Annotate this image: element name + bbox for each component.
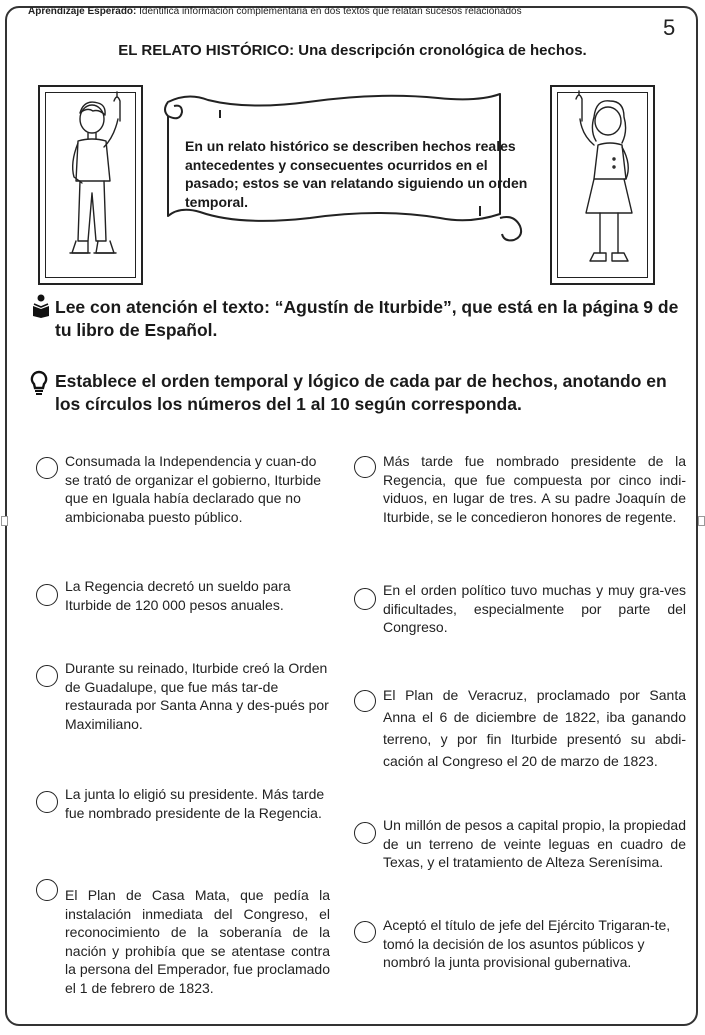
page-title: EL RELATO HISTÓRICO: Una descripción cronológica de hechos.: [118, 42, 587, 59]
learning-goal-text: Identifica información complementaria en dos textos que relatan sucesos relacionados: [136, 6, 522, 17]
boy-illustration: [38, 85, 143, 285]
answer-circle-left-1[interactable]: [36, 457, 58, 479]
answer-circle-left-5[interactable]: [36, 879, 58, 901]
answer-circle-right-3[interactable]: [354, 690, 376, 712]
page-edge-marker-right: [698, 516, 705, 526]
learning-goal-header: [28, 6, 522, 17]
left-item-1: Consumada la Independencia y cuan-do se trató de organizar el gobierno, Iturbide que en Iguala había declarado que no ambicionaba puesto público.: [65, 453, 322, 525]
answer-circle-left-3[interactable]: [36, 665, 58, 687]
answer-circle-right-2[interactable]: [354, 588, 376, 610]
lightbulb-icon: [30, 370, 48, 396]
right-item-3: El Plan de Veracruz, proclamado por Santa Anna el 6 de diciembre de 1822, iba ganando terreno, y por fin Iturbide presentó su abdi-cación al Congreso el 20 de marzo de 1823.: [383, 687, 686, 769]
answer-circle-left-2[interactable]: [36, 584, 58, 606]
girl-pointing-icon: [552, 87, 657, 287]
right-item-1: Más tarde fue nombrado presidente de la Regencia, que fue compuesta por cinco indi-viduos, en lugar de tres. A su padre Joaquín de Iturbide, se le concedieron honores de regente.: [383, 453, 686, 525]
left-item-4: La junta lo eligió su presidente. Más tarde fue nombrado presidente de la Regencia.: [65, 786, 325, 821]
answer-circle-left-4[interactable]: [36, 791, 58, 813]
left-item-2: La Regencia decretó un sueldo para Iturbide de 120 000 pesos anuales.: [65, 578, 291, 613]
order-instruction: Establece el orden temporal y lógico de cada par de hechos, anotando en los círculos los números del 1 al 10 según corresponda.: [55, 371, 667, 414]
left-item-3: Durante su reinado, Iturbide creó la Orden de Guadalupe, que fue más tar-de restaurada por Santa Anna y des-pués por Maximiliano.: [65, 660, 329, 732]
girl-illustration: [550, 85, 655, 285]
answer-circle-right-4[interactable]: [354, 822, 376, 844]
right-item-4: Un millón de pesos a capital propio, la propiedad de un terreno de veinte leguas en cuadro de Texas, y el tratamiento de Alteza Serenísima.: [383, 817, 686, 870]
page-number: 5: [663, 15, 676, 40]
boy-pointing-icon: [40, 87, 145, 287]
right-item-2: En el orden político tuvo muchas y muy gra-ves dificultades, especialmente por parte del Congreso.: [383, 582, 686, 635]
right-item-5: Aceptó el título de jefe del Ejército Trigaran-te, tomó la decisión de los asuntos públicos y nombró la junta provisional gubernativa.: [383, 917, 671, 970]
answer-circle-right-5[interactable]: [354, 921, 376, 943]
learning-goal-label: Aprendizaje Esperado:: [28, 6, 137, 17]
scroll-definition-text: En un relato histórico se describen hechos reales antecedentes y consecuentes ocurridos en el pasado; estos se van relatando siguiendo un orden temporal.: [185, 138, 528, 210]
read-instruction: Lee con atención el texto: “Agustín de Iturbide”, que está en la página 9 de tu libro de Español.: [55, 297, 679, 340]
left-item-5: El Plan de Casa Mata, que pedía la instalación inmediata del Congreso, el reconocimiento de la soberanía de la nación y prohibía que se atentase contra la persona del Emperador, fue proclamado el 1 de febrero de 1823.: [65, 887, 330, 996]
person-reading-icon: [30, 294, 52, 318]
answer-circle-right-1[interactable]: [354, 456, 376, 478]
page-edge-marker-left: [1, 516, 8, 526]
